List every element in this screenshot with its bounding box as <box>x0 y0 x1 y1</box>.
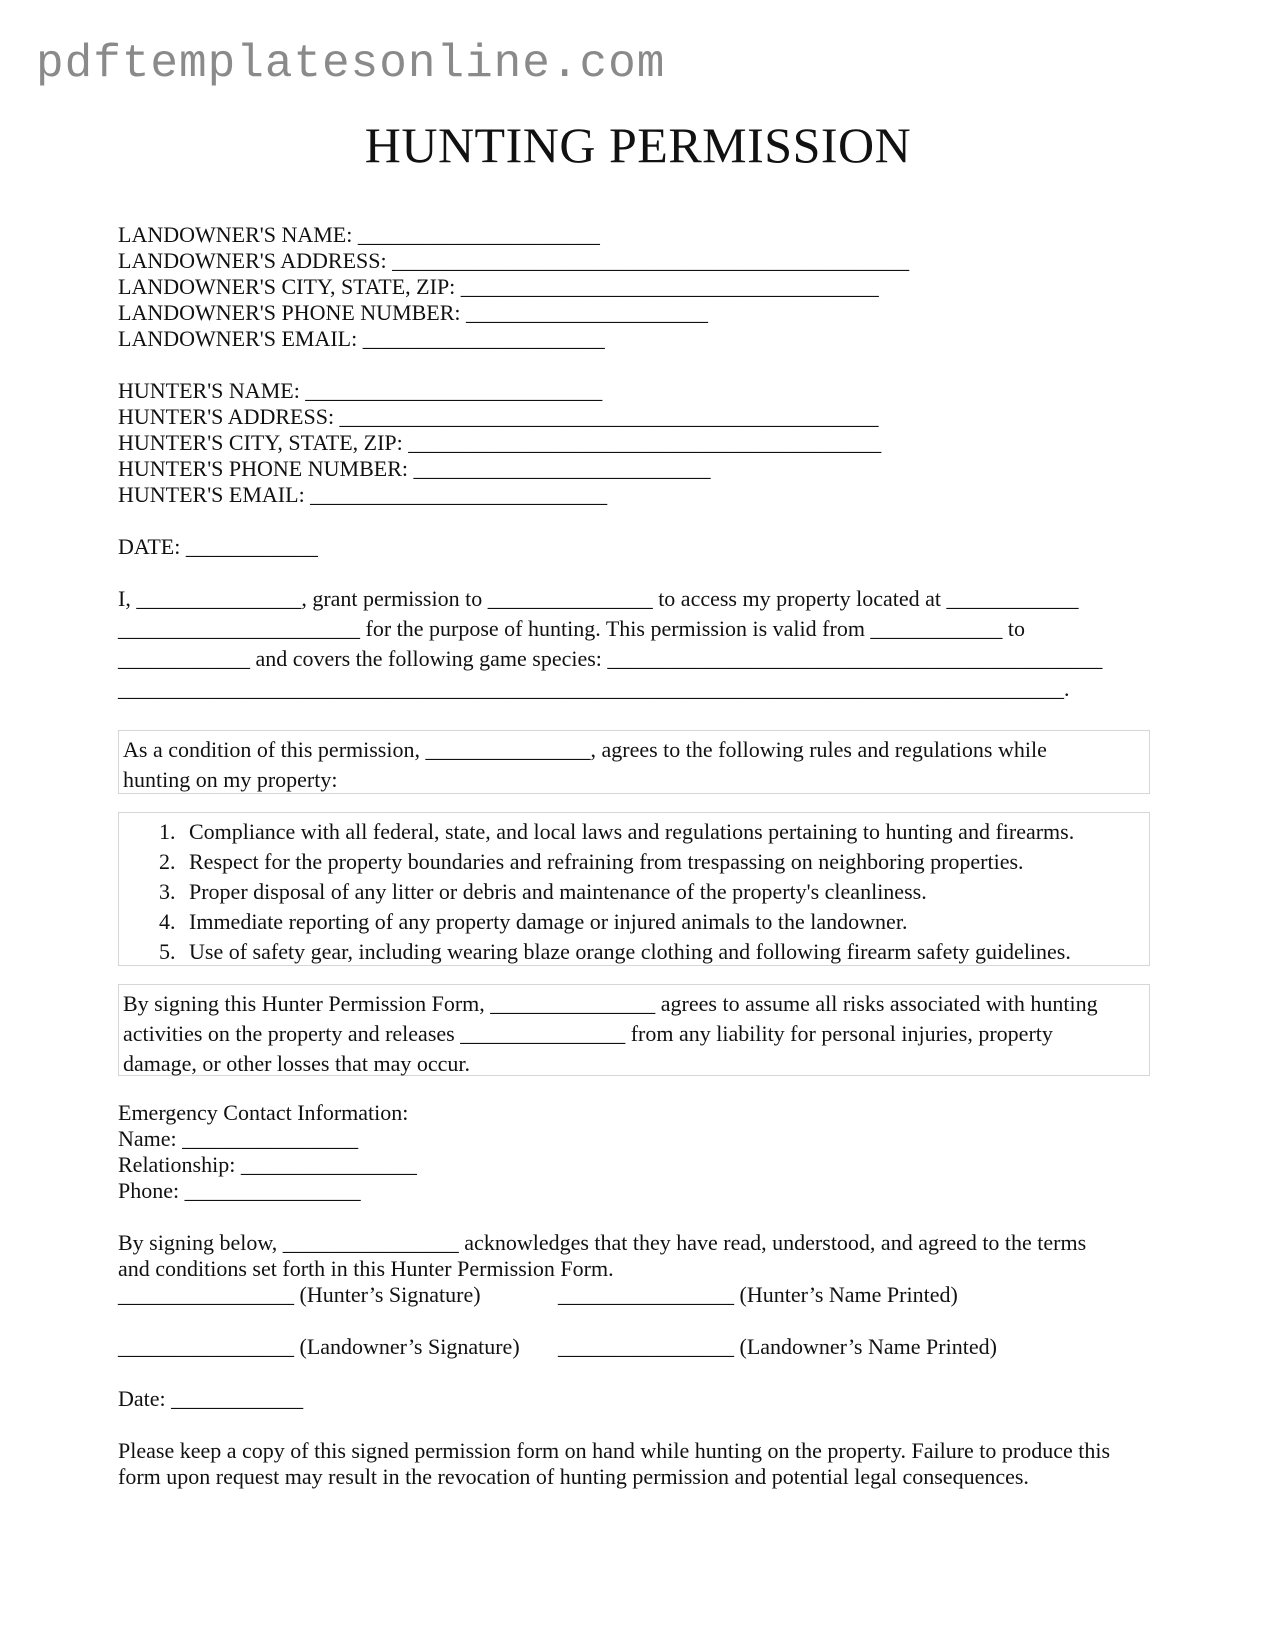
list-item <box>159 877 1145 907</box>
rule-text: Compliance with all federal, state, and local laws and regulations pertaining to hunting and firearms. <box>189 819 1075 844</box>
list-item <box>159 907 1145 937</box>
closing-date-field[interactable]: Date: ____________ <box>118 1386 304 1411</box>
emergency-name-field[interactable]: Name: ________________ <box>118 1126 359 1151</box>
landowner-city-state-zip-field[interactable]: LANDOWNER'S CITY, STATE, ZIP: ______________________________________ <box>118 274 879 299</box>
emergency-phone-field[interactable]: Phone: ________________ <box>118 1178 361 1203</box>
hunter-email-field[interactable]: HUNTER'S EMAIL: ___________________________ <box>118 482 608 507</box>
grant-paragraph-line[interactable]: ______________________ for the purpose of hunting. This permission is valid from ____________ to <box>118 616 1026 641</box>
grant-paragraph-line[interactable]: ______________________________________________________________________________________. <box>118 676 1070 701</box>
liability-box <box>118 984 1150 1076</box>
acknowledgement-line: and conditions set forth in this Hunter Permission Form. <box>118 1256 614 1281</box>
list-item <box>159 937 1145 967</box>
rule-number: 5. <box>159 939 176 964</box>
grant-paragraph-line[interactable]: ____________ and covers the following game species: _____________________________________________ <box>118 646 1103 671</box>
landowner-email-field[interactable]: LANDOWNER'S EMAIL: ______________________ <box>118 326 605 351</box>
list-item <box>159 817 1145 847</box>
liability-line[interactable]: By signing this Hunter Permission Form, _______________ agrees to assume all risks associated with hunting <box>123 991 1098 1016</box>
conditions-intro-box <box>118 730 1150 794</box>
rule-number: 2. <box>159 849 176 874</box>
hunter-name-field[interactable]: HUNTER'S NAME: ___________________________ <box>118 378 603 403</box>
conditions-intro-line: hunting on my property: <box>123 767 338 792</box>
landowner-name-printed-field[interactable]: ________________ (Landowner’s Name Printed) <box>558 1334 997 1359</box>
rule-number: 3. <box>159 879 176 904</box>
rule-number: 4. <box>159 909 176 934</box>
landowner-phone-field[interactable]: LANDOWNER'S PHONE NUMBER: ______________________ <box>118 300 709 325</box>
closing-note-line: Please keep a copy of this signed permission form on hand while hunting on the property. Failure to produce this <box>118 1438 1111 1463</box>
acknowledgement-line[interactable]: By signing below, ________________ acknowledges that they have read, understood, and agreed to the terms <box>118 1230 1087 1255</box>
landowner-name-field[interactable]: LANDOWNER'S NAME: ______________________ <box>118 222 600 247</box>
liability-line: damage, or other losses that may occur. <box>123 1051 471 1076</box>
rule-text: Use of safety gear, including wearing blaze orange clothing and following firearm safety guidelines. <box>189 939 1071 964</box>
emergency-relationship-field[interactable]: Relationship: ________________ <box>118 1152 417 1177</box>
rule-text: Proper disposal of any litter or debris and maintenance of the property's cleanliness. <box>189 879 927 904</box>
page-title: HUNTING PERMISSION <box>364 117 912 173</box>
watermark: pdftemplatesonline.com <box>36 38 666 90</box>
rule-number: 1. <box>159 819 176 844</box>
list-item <box>159 847 1145 877</box>
date-field[interactable]: DATE: ____________ <box>118 534 318 559</box>
liability-line[interactable]: activities on the property and releases _______________ from any liability for personal injuries, property <box>123 1021 1053 1046</box>
closing-note-line: form upon request may result in the revocation of hunting permission and potential legal consequences. <box>118 1464 1029 1489</box>
landowner-address-field[interactable]: LANDOWNER'S ADDRESS: _______________________________________________ <box>118 248 910 273</box>
hunter-signature-field[interactable]: ________________ (Hunter’s Signature) <box>118 1282 481 1307</box>
emergency-heading: Emergency Contact Information: <box>118 1100 409 1125</box>
rules-list <box>118 812 1150 966</box>
grant-paragraph-line[interactable]: I, _______________, grant permission to _______________ to access my property located at ____________ <box>118 586 1079 611</box>
rule-text: Immediate reporting of any property damage or injured animals to the landowner. <box>189 909 908 934</box>
hunter-phone-field[interactable]: HUNTER'S PHONE NUMBER: ___________________________ <box>118 456 711 481</box>
hunter-city-state-zip-field[interactable]: HUNTER'S CITY, STATE, ZIP: ___________________________________________ <box>118 430 882 455</box>
conditions-intro-line[interactable]: As a condition of this permission, _______________, agrees to the following rules and regulations while <box>123 737 1047 762</box>
landowner-signature-field[interactable]: ________________ (Landowner’s Signature) <box>118 1334 520 1359</box>
rule-text: Respect for the property boundaries and refraining from trespassing on neighboring properties. <box>189 849 1024 874</box>
hunter-name-printed-field[interactable]: ________________ (Hunter’s Name Printed) <box>558 1282 958 1307</box>
hunter-address-field[interactable]: HUNTER'S ADDRESS: _________________________________________________ <box>118 404 879 429</box>
